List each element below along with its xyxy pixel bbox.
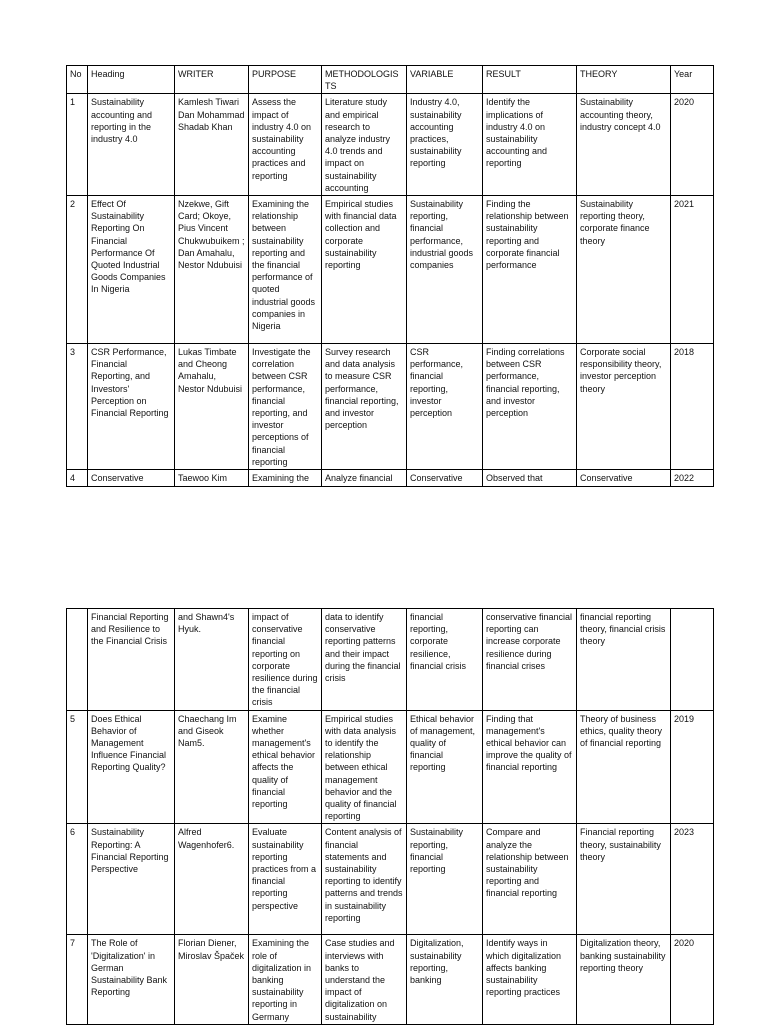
cell-methodology: data to identify conservative reporting patterns and their impact during the financial crisis — [322, 609, 407, 711]
cell-writer: Lukas Timbate and Cheong Amahalu, Nestor Ndubuisi — [175, 344, 249, 470]
header-cell-writer: WRITER — [175, 66, 249, 94]
cell-result: Finding that management's ethical behavior can improve the quality of financial reporting — [483, 710, 577, 824]
cell-variable: CSR performance, financial reporting, investor perception — [407, 344, 483, 470]
cell-no: 6 — [67, 824, 88, 935]
cell-variable: Sustainability reporting, financial performance, industrial goods companies — [407, 196, 483, 344]
cell-year: 2019 — [671, 710, 714, 824]
table-header-row — [67, 66, 714, 94]
header-cell-year: Year — [671, 66, 714, 94]
cell-writer: Alfred Wagenhofer6. — [175, 824, 249, 935]
cell-heading: Sustainability accounting and reporting in the industry 4.0 — [88, 94, 175, 196]
literature-review-table-page-1 — [66, 65, 714, 487]
cell-heading: CSR Performance, Financial Reporting, and Investors' Perception on Financial Reporting — [88, 344, 175, 470]
cell-writer: and Shawn4's Hyuk. — [175, 609, 249, 711]
cell-variable: Sustainability reporting, financial reporting — [407, 824, 483, 935]
cell-result: Observed that — [483, 470, 577, 487]
cell-year — [671, 609, 714, 711]
cell-purpose: Examining the — [249, 470, 322, 487]
cell-theory: Sustainability reporting theory, corporate finance theory — [577, 196, 671, 344]
cell-no: 5 — [67, 710, 88, 824]
cell-writer: Chaechang Im and Giseok Nam5. — [175, 710, 249, 824]
cell-no: 7 — [67, 935, 88, 1024]
cell-heading: Financial Reporting and Resilience to the Financial Crisis — [88, 609, 175, 711]
cell-theory: Digitalization theory, banking sustainability reporting theory — [577, 935, 671, 1024]
cell-variable: Industry 4.0, sustainability accounting practices, sustainability reporting — [407, 94, 483, 196]
header-cell-variable: VARIABLE — [407, 66, 483, 94]
cell-purpose: Assess the impact of industry 4.0 on sustainability accounting practices and reporting — [249, 94, 322, 196]
cell-variable: Digitalization, sustainability reporting, banking — [407, 935, 483, 1024]
cell-year: 2018 — [671, 344, 714, 470]
table-row — [67, 470, 714, 487]
cell-no: 2 — [67, 196, 88, 344]
cell-purpose: impact of conservative financial reporting on corporate resilience during the financial crisis — [249, 609, 322, 711]
cell-purpose: Evaluate sustainability reporting practices from a financial reporting perspective — [249, 824, 322, 935]
cell-theory: Financial reporting theory, sustainability theory — [577, 824, 671, 935]
cell-no: 4 — [67, 470, 88, 487]
header-cell-purpose: PURPOSE — [249, 66, 322, 94]
cell-year: 2020 — [671, 935, 714, 1024]
cell-writer: Florian Diener, Miroslav Špaček — [175, 935, 249, 1024]
cell-heading: The Role of 'Digitalization' in German Sustainability Bank Reporting — [88, 935, 175, 1024]
cell-theory: financial reporting theory, financial crisis theory — [577, 609, 671, 711]
cell-writer: Taewoo Kim — [175, 470, 249, 487]
cell-variable: Ethical behavior of management, quality of financial reporting — [407, 710, 483, 824]
header-cell-result: RESULT — [483, 66, 577, 94]
cell-variable: financial reporting, corporate resilience, financial crisis — [407, 609, 483, 711]
header-cell-theory: THEORY — [577, 66, 671, 94]
table-row — [67, 196, 714, 344]
cell-purpose: Examining the relationship between sustainability reporting and the financial performance of quoted industrial goods companies in Nigeria — [249, 196, 322, 344]
table-row — [67, 824, 714, 935]
cell-purpose: Examining the role of digitalization in banking sustainability reporting in Germany — [249, 935, 322, 1024]
cell-methodology: Content analysis of financial statements and sustainability reporting to identify patterns and trends in sustainability reporting — [322, 824, 407, 935]
cell-no: 3 — [67, 344, 88, 470]
cell-methodology: Survey research and data analysis to measure CSR performance, financial reporting, and investor perception — [322, 344, 407, 470]
cell-theory: Theory of business ethics, quality theory of financial reporting — [577, 710, 671, 824]
cell-result: Identify the implications of industry 4.0 on sustainability accounting and reporting — [483, 94, 577, 196]
cell-purpose: Investigate the correlation between CSR performance, financial reporting, and investor perceptions of financial reporting — [249, 344, 322, 470]
cell-year: 2022 — [671, 470, 714, 487]
cell-heading: Effect Of Sustainability Reporting On Financial Performance Of Quoted Industrial Goods Companies In Nigeria — [88, 196, 175, 344]
header-cell-heading: Heading — [88, 66, 175, 94]
cell-no — [67, 609, 88, 711]
cell-year: 2023 — [671, 824, 714, 935]
cell-no: 1 — [67, 94, 88, 196]
cell-heading: Sustainability Reporting: A Financial Reporting Perspective — [88, 824, 175, 935]
cell-result: conservative financial reporting can increase corporate resilience during financial crises — [483, 609, 577, 711]
cell-result: Identify ways in which digitalization affects banking sustainability reporting practices — [483, 935, 577, 1024]
cell-heading: Conservative — [88, 470, 175, 487]
cell-year: 2021 — [671, 196, 714, 344]
table-row — [67, 710, 714, 824]
cell-methodology: Empirical studies with financial data collection and corporate sustainability reporting — [322, 196, 407, 344]
table-row — [67, 609, 714, 711]
table-row — [67, 344, 714, 470]
cell-result: Finding the relationship between sustainability reporting and corporate financial performance — [483, 196, 577, 344]
cell-methodology: Literature study and empirical research to analyze industry 4.0 trends and impact on sustainability accounting — [322, 94, 407, 196]
cell-year: 2020 — [671, 94, 714, 196]
cell-result: Compare and analyze the relationship between sustainability reporting and financial reporting — [483, 824, 577, 935]
cell-writer: Kamlesh Tiwari Dan Mohammad Shadab Khan — [175, 94, 249, 196]
cell-variable: Conservative — [407, 470, 483, 487]
table-row — [67, 94, 714, 196]
cell-result: Finding correlations between CSR performance, financial reporting, and investor perception — [483, 344, 577, 470]
cell-heading: Does Ethical Behavior of Management Influence Financial Reporting Quality? — [88, 710, 175, 824]
cell-theory: Corporate social responsibility theory, investor perception theory — [577, 344, 671, 470]
cell-purpose: Examine whether management's ethical behavior affects the quality of financial reporting — [249, 710, 322, 824]
cell-methodology: Analyze financial — [322, 470, 407, 487]
cell-theory: Sustainability accounting theory, industry concept 4.0 — [577, 94, 671, 196]
cell-theory: Conservative — [577, 470, 671, 487]
cell-writer: Nzekwe, Gift Card; Okoye, Pius Vincent Chukwubuikem ; Dan Amahalu, Nestor Ndubuisi — [175, 196, 249, 344]
table-row — [67, 935, 714, 1024]
header-cell-methodology: METHODOLOGISTS — [322, 66, 407, 94]
literature-review-table-page-2 — [66, 608, 714, 1025]
cell-methodology: Case studies and interviews with banks to understand the impact of digitalization on sustainability — [322, 935, 407, 1024]
header-cell-no: No — [67, 66, 88, 94]
cell-methodology: Empirical studies with data analysis to identify the relationship between ethical management behavior and the quality of financial reporting — [322, 710, 407, 824]
